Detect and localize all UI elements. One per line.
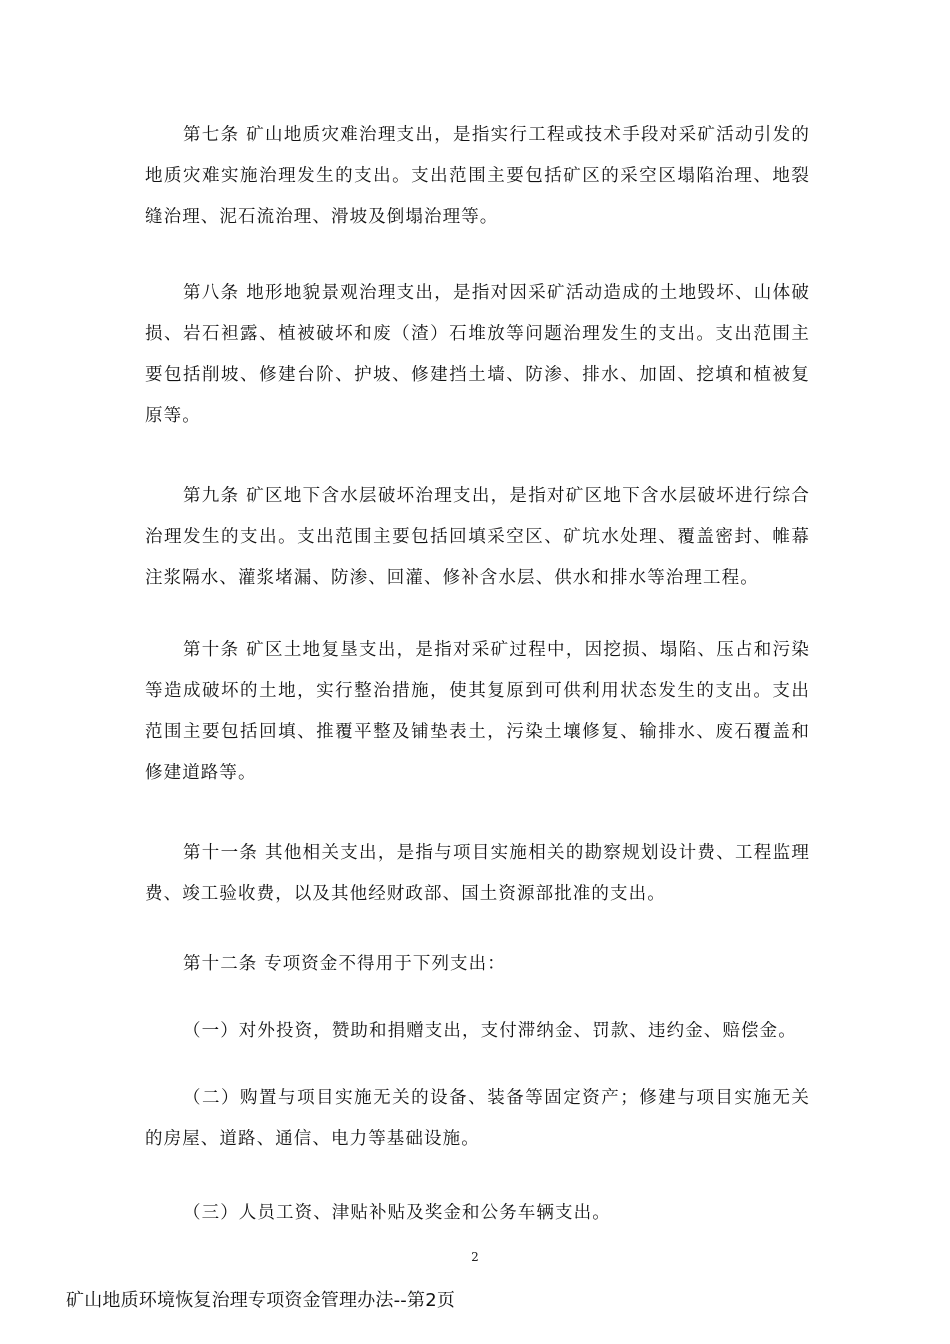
- footer-title: 矿山地质环境恢复治理专项资金管理办法--第2页: [66, 1290, 456, 1311]
- article-12-paragraph: 第十二条 专项资金不得用于下列支出：: [183, 954, 506, 974]
- article-8-paragraph: 第八条 地形地貌景观治理支出，是指对因采矿活动造成的土地毁坏、山体破损、岩石袒露、植被破坏和废（渣）石堆放等问题治理发生的支出。支出范围主要包括削坡、修建台阶、护坡、修建挡土墙、防渗、排水、加固、挖填和植被复原等。: [145, 283, 810, 426]
- article-10-paragraph: 第十条 矿区土地复垦支出，是指对采矿过程中，因挖损、塌陷、压占和污染等造成破坏的土地，实行整治措施，使其复原到可供利用状态发生的支出。支出范围主要包括回填、推覆平整及铺垫表土，污染土壤修复、输排水、废石覆盖和修建道路等。: [145, 640, 810, 783]
- list-item-1: （一）对外投资，赞助和捐赠支出，支付滞纳金、罚款、违约金、赔偿金。: [183, 1021, 797, 1041]
- article-9-paragraph: 第九条 矿区地下含水层破坏治理支出，是指对矿区地下含水层破坏进行综合治理发生的支出。支出范围主要包括回填采空区、矿坑水处理、覆盖密封、帷幕注浆隔水、灌浆堵漏、防渗、回灌、修补含水层、供水和排水等治理工程。: [145, 486, 810, 588]
- article-11-paragraph: 第十一条 其他相关支出，是指与项目实施相关的勘察规划设计费、工程监理费、竣工验收费，以及其他经财政部、国土资源部批准的支出。: [145, 843, 810, 904]
- list-item-2: （二）购置与项目实施无关的设备、装备等固定资产；修建与项目实施无关的房屋、道路、通信、电力等基础设施。: [145, 1088, 810, 1149]
- list-item-3: （三）人员工资、津贴补贴及奖金和公务车辆支出。: [183, 1203, 611, 1223]
- article-7-paragraph: 第七条 矿山地质灾难治理支出，是指实行工程或技术手段对采矿活动引发的地质灾难实施治理发生的支出。支出范围主要包括矿区的采空区塌陷治理、地裂缝治理、泥石流治理、滑坡及倒塌治理等。: [145, 125, 810, 227]
- page-number: 2: [471, 1250, 479, 1264]
